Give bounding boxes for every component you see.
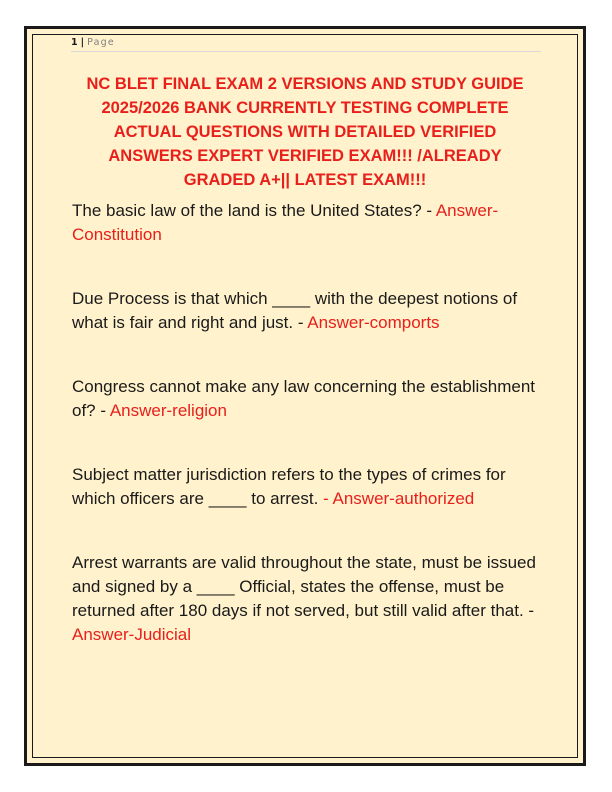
question-item [72, 287, 542, 335]
question-item [72, 463, 542, 511]
answer-text: Answer-religion [109, 401, 227, 420]
answer-text: - Answer-authorized [323, 489, 475, 508]
page-number: 1 [71, 37, 78, 48]
question-text: Congress cannot make any law concerning the establishment of? - [72, 377, 536, 420]
question-list [72, 199, 542, 647]
question-item [72, 551, 542, 647]
question-item [72, 375, 542, 423]
question-text: Due Process is that which ____ with the deepest notions of what is fair and right and just. - [72, 289, 518, 332]
answer-text: Answer-Constitution [72, 201, 499, 244]
header-rule [71, 51, 541, 52]
page-header-separator: | [80, 37, 85, 48]
answer-text: Answer-comports [307, 313, 440, 332]
page-label: Page [87, 37, 115, 48]
page-header [71, 37, 541, 48]
question-text: Arrest warrants are valid throughout the state, must be issued and signed by a ____ Official, states the offense, must be returned after 180 days if not served, but still valid after that. - [72, 553, 536, 620]
question-text: The basic law of the land is the United States? - [72, 201, 436, 220]
question-text: Subject matter jurisdiction refers to the types of crimes for which officers are ____ to arrest. [72, 465, 506, 508]
answer-text: Answer-Judicial [72, 625, 192, 644]
document-title: NC BLET FINAL EXAM 2 VERSIONS AND STUDY GUIDE 2025/2026 BANK CURRENTLY TESTING COMPLETE ACTUAL QUESTIONS WITH DETAILED VERIFIED ANSWERS EXPERT VERIFIED EXAM!!! /ALREADY GRADED A+|| LATEST EXAM!!! [86, 75, 524, 189]
question-item [72, 199, 542, 247]
